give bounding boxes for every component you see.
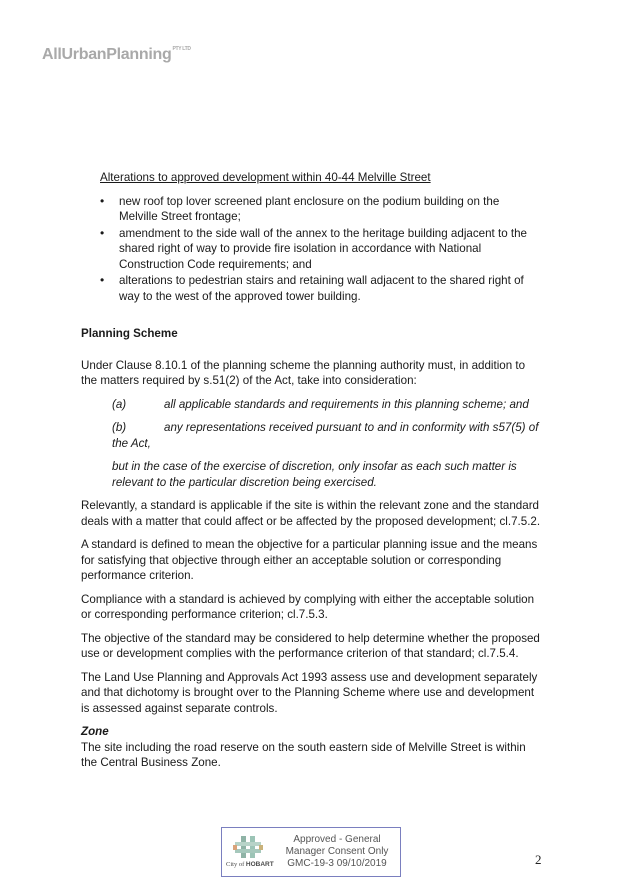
logo-mark: PTY LTD	[172, 46, 191, 52]
stamp-city-prefix: City of	[226, 861, 245, 868]
quote-item-b	[112, 420, 541, 451]
stamp-line-3: GMC-19-3 09/10/2019	[287, 858, 387, 869]
document-body	[81, 170, 541, 779]
stamp-city-name: HOBART	[245, 861, 274, 868]
alterations-heading: Alterations to approved development within 40-44 Melville Street	[100, 171, 431, 184]
paragraph: Relevantly, a standard is applicable if the site is within the relevant zone and the standard deals with a matter that could affect or be affected by the proposed development; cl.7.5.2.	[81, 499, 541, 528]
quote-item-b-label: (b)	[112, 421, 127, 434]
quote-item-a	[112, 397, 541, 413]
stamp-line-2: Manager Consent Only	[285, 846, 389, 857]
quote-item-a-text: all applicable standards and requirements in this planning scheme; and	[164, 397, 529, 411]
paragraph: A standard is defined to mean the objective for a particular planning issue and the means for satisfying that objective through either an acceptable solution or corresponding performance criterion.	[81, 538, 538, 582]
list-item: • new roof top lover screened plant enclosure on the podium building on the Melville Street frontage;	[119, 194, 541, 225]
logo-text: AllUrbanPlanning	[42, 46, 172, 63]
quote-item-a-label: (a)	[112, 397, 127, 411]
city-of-hobart-emblem-icon	[228, 834, 270, 874]
planning-scheme-title: Planning Scheme	[81, 327, 178, 340]
page-number: 2	[535, 852, 542, 867]
paragraph: Compliance with a standard is achieved by complying with either the acceptable solution or corresponding performance criterion; cl.7.5.3.	[81, 592, 535, 621]
paragraph: The Land Use Planning and Approvals Act 1993 assess use and development separately and that dichotomy is brought over to the Planning Scheme where use and development is assessed against separate controls.	[81, 670, 538, 715]
list-item: • alterations to pedestrian stairs and retaining wall adjacent to the shared right of way to the west of the approved tower building.	[119, 273, 541, 304]
quote-item-b-text: any representations received pursuant to and in conformity with s57(5) of the Act,	[112, 421, 539, 450]
stamp-line-1: Approved - General	[293, 834, 381, 845]
company-logo	[42, 46, 191, 64]
quote-tail: but in the case of the exercise of discretion, only insofar as each such matter is relevant to the particular discretion being exercised.	[112, 460, 517, 489]
alterations-list	[81, 194, 541, 305]
stamp-city-label	[226, 861, 274, 868]
approval-stamp	[221, 827, 401, 877]
stamp-text	[276, 834, 398, 870]
planning-scheme-intro: Under Clause 8.10.1 of the planning scheme the planning authority must, in addition to the matters required by s.51(2) of the Act, take into consideration:	[81, 358, 526, 387]
list-item: • amendment to the side wall of the annex to the heritage building adjacent to the shared right of way to provide fire isolation in accordance with National Construction Code requirements; and	[119, 226, 541, 273]
zone-text: The site including the road reserve on the south eastern side of Melville Street is within the Central Business Zone.	[81, 740, 526, 769]
zone-title: Zone	[81, 725, 109, 738]
paragraph: The objective of the standard may be considered to help determine whether the proposed use or development complies with the performance criterion of that standard; cl.7.5.4.	[81, 631, 540, 660]
